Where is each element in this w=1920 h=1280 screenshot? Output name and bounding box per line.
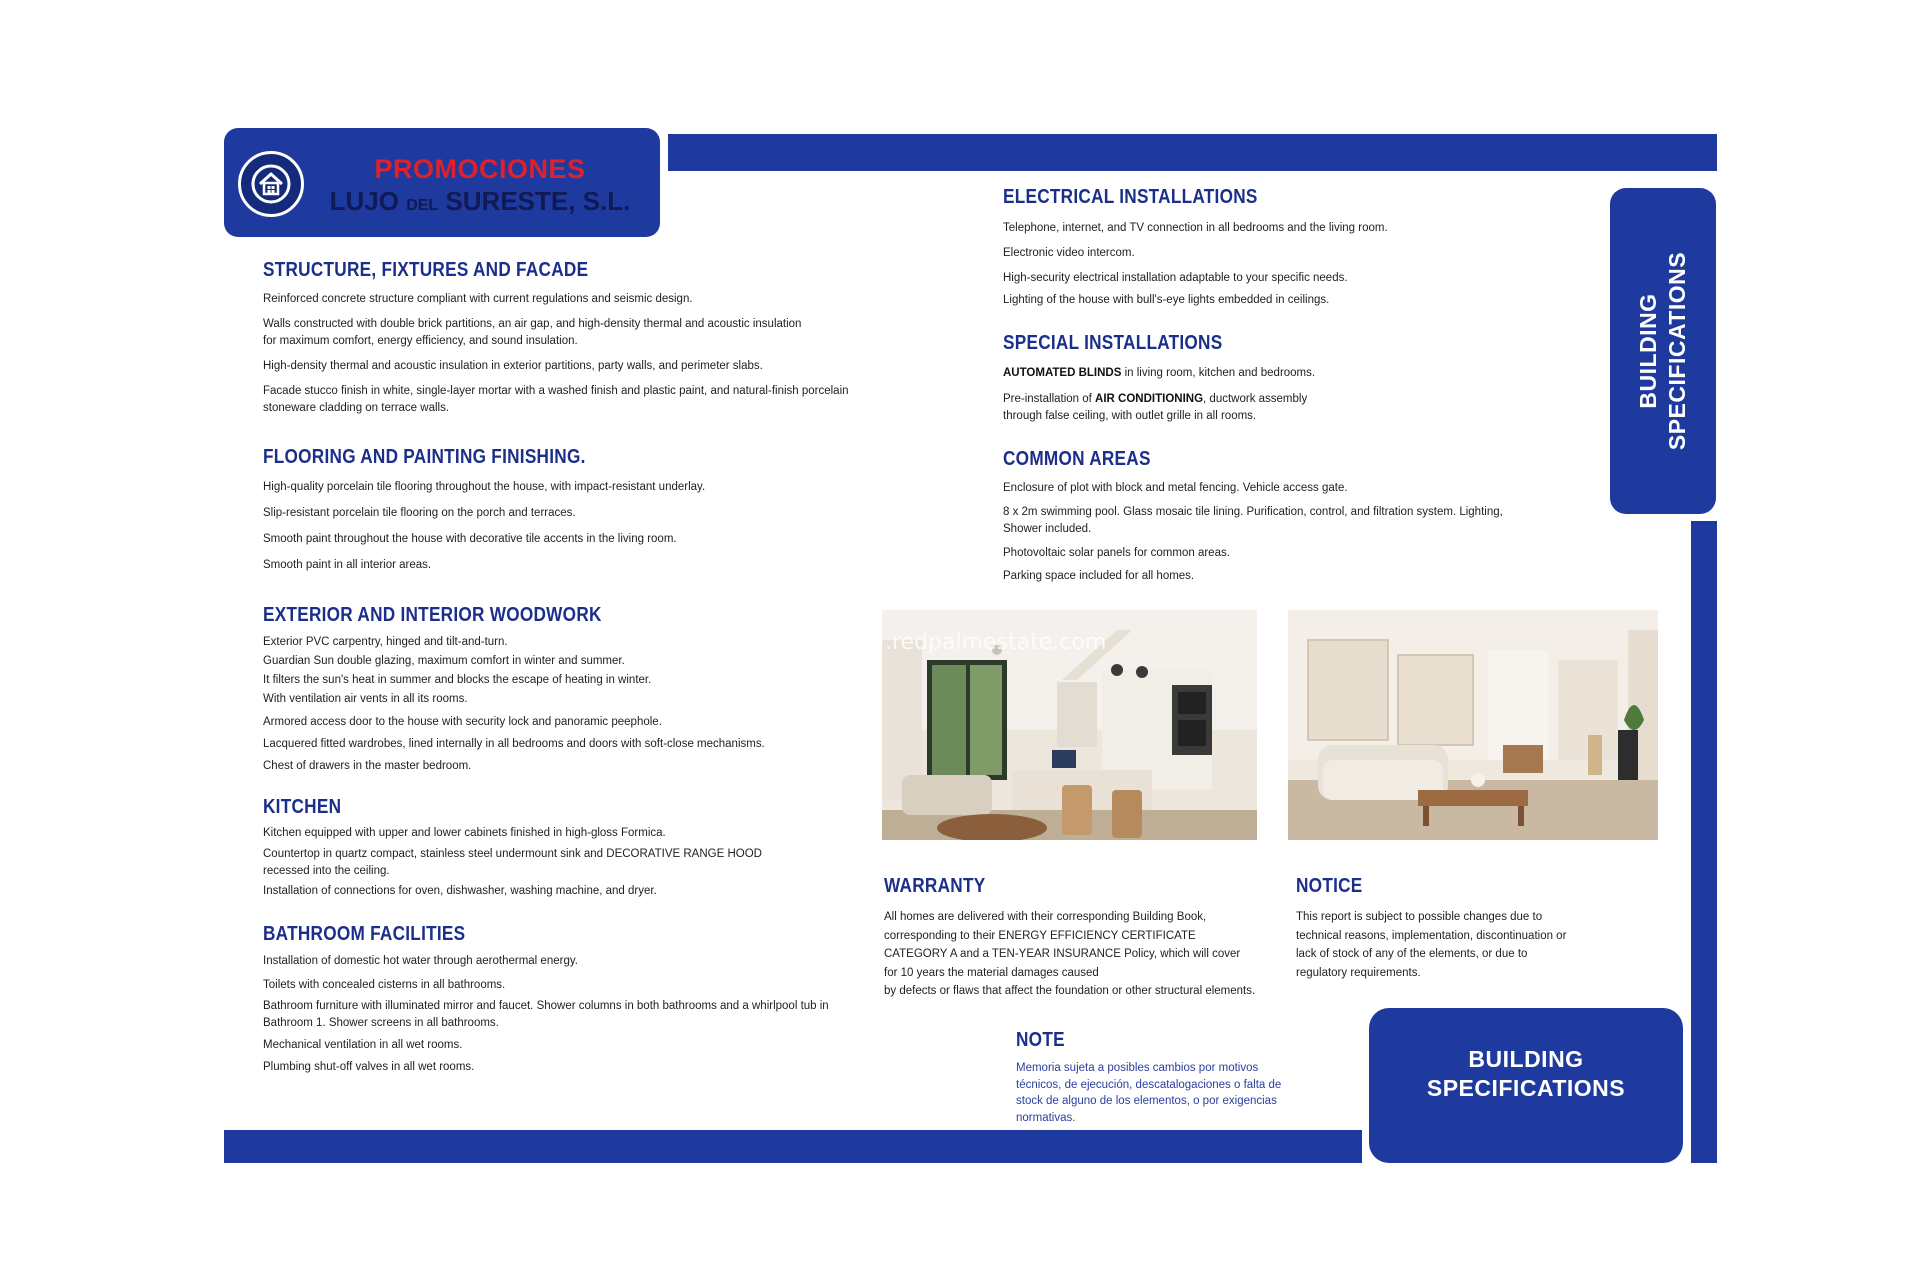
bottom-tab-label-2: SPECIFICATIONS bbox=[1426, 1075, 1626, 1101]
woodwork-item: Guardian Sun double glazing, maximum comfort in winter and summer. bbox=[263, 655, 625, 667]
kitchen-item: Kitchen equipped with upper and lower cabinets finished in high-gloss Formica. bbox=[263, 827, 666, 839]
electrical-list bbox=[1003, 220, 1563, 317]
special-item-blinds-bold: AUTOMATED BLINDS bbox=[1003, 367, 1122, 379]
structure-heading: STRUCTURE, FIXTURES AND FACADE bbox=[263, 259, 589, 281]
warranty-line: CATEGORY A and a TEN-YEAR INSURANCE Policy, which will cover bbox=[884, 948, 1241, 960]
bathroom-item: Installation of domestic hot water through aerothermal energy. bbox=[263, 955, 578, 967]
woodwork-item: It filters the sun's heat in summer and blocks the escape of heating in winter. bbox=[263, 674, 652, 686]
structure-list bbox=[263, 291, 853, 425]
woodwork-item: Lacquered fitted wardrobes, lined internally in all bedrooms and doors with soft-close mechanisms. bbox=[263, 738, 765, 750]
notice-line: regulatory requirements. bbox=[1296, 966, 1421, 979]
kitchen-item: Countertop in quartz compact, stainless steel undermount sink and DECORATIVE RANGE HOOD recessed into the ceiling. bbox=[263, 848, 762, 877]
warranty-line: All homes are delivered with their corresponding Building Book, bbox=[884, 911, 1207, 923]
woodwork-item: With ventilation air vents in all its rooms. bbox=[263, 693, 468, 705]
flooring-item: Slip-resistant porcelain tile flooring on the porch and terraces. bbox=[263, 507, 576, 519]
note-line: stock de alguno de los elementos, o por exigencias bbox=[1016, 1095, 1277, 1107]
side-tab-label bbox=[1610, 188, 1716, 514]
electrical-item: High-security electrical installation adaptable to your specific needs. bbox=[1003, 272, 1348, 284]
woodwork-item: Exterior PVC carpentry, hinged and tilt-and-turn. bbox=[263, 636, 508, 648]
notice-line: lack of stock of any of the elements, or due to bbox=[1296, 948, 1528, 960]
notice-text bbox=[1296, 908, 1616, 982]
electrical-item: Electronic video intercom. bbox=[1003, 247, 1135, 259]
logo-word-del: DEL bbox=[406, 197, 439, 214]
special-list bbox=[1003, 365, 1563, 433]
kitchen-item: Installation of connections for oven, dishwasher, washing machine, and dryer. bbox=[263, 885, 657, 897]
woodwork-item: Chest of drawers in the master bedroom. bbox=[263, 760, 472, 772]
bathroom-item: Mechanical ventilation in all wet rooms. bbox=[263, 1039, 463, 1051]
flooring-item: Smooth paint in all interior areas. bbox=[263, 559, 432, 571]
notice-line: technical reasons, implementation, discontinuation or bbox=[1296, 929, 1567, 942]
electrical-heading: ELECTRICAL INSTALLATIONS bbox=[1003, 186, 1258, 208]
woodwork-list bbox=[263, 634, 853, 778]
living-room-photo bbox=[1288, 610, 1658, 840]
common-heading: COMMON AREAS bbox=[1003, 448, 1151, 470]
bathroom-item: Toilets with concealed cisterns in all bathrooms. bbox=[263, 979, 506, 991]
common-item: Parking space included for all homes. bbox=[1003, 570, 1195, 582]
warranty-text bbox=[884, 908, 1284, 1001]
electrical-item: Telephone, internet, and TV connection in all bedrooms and the living room. bbox=[1003, 222, 1388, 234]
bottom-tab-label bbox=[1369, 1045, 1683, 1103]
bathroom-heading: BATHROOM FACILITIES bbox=[263, 923, 466, 945]
logo-word-sureste: SURESTE, S.L. bbox=[445, 186, 631, 216]
warranty-line: by defects or flaws that affect the foundation or other structural elements. bbox=[884, 985, 1256, 997]
side-tab-label-1: BUILDING bbox=[1635, 293, 1662, 409]
note-line: técnicos, de ejecución, descatalogaciones o falta de bbox=[1016, 1078, 1282, 1091]
bathroom-item: Bathroom furniture with illuminated mirror and faucet. Shower columns in both bathrooms and a whirlpool tub in Bathroom 1. Shower screens in all bathrooms. bbox=[263, 1000, 829, 1029]
watermark: .redpalmestate.com bbox=[885, 630, 1107, 655]
special-item-ac-text: , ductwork assembly bbox=[1203, 393, 1308, 405]
electrical-item: Lighting of the house with bull's-eye lights embedded in ceilings. bbox=[1003, 294, 1330, 306]
special-item-ac-pre: Pre-installation of bbox=[1003, 393, 1096, 405]
logo-title: PROMOCIONES bbox=[374, 154, 586, 184]
structure-item: Facade stucco finish in white, single-layer mortar with a washed finish and plastic paint, and natural-finish porcelain stoneware cladding on terrace walls. bbox=[263, 385, 849, 414]
flooring-item: High-quality porcelain tile flooring throughout the house, with impact-resistant underlay. bbox=[263, 481, 706, 493]
special-item-blinds-text: in living room, kitchen and bedrooms. bbox=[1121, 367, 1316, 379]
top-bar bbox=[668, 134, 1717, 171]
structure-item: High-density thermal and acoustic insulation in exterior partitions, party walls, and perimeter slabs. bbox=[263, 360, 763, 372]
notice-line: This report is subject to possible changes due to bbox=[1296, 911, 1543, 923]
flooring-item: Smooth paint throughout the house with decorative tile accents in the living room. bbox=[263, 533, 677, 545]
special-item-blinds bbox=[1003, 365, 1563, 382]
kitchen-list bbox=[263, 825, 803, 903]
warranty-line: corresponding to their ENERGY EFFICIENCY CERTIFICATE bbox=[884, 929, 1196, 942]
note-heading: NOTE bbox=[1016, 1029, 1065, 1051]
flooring-heading: FLOORING AND PAINTING FINISHING. bbox=[263, 446, 586, 468]
warranty-heading: WARRANTY bbox=[884, 875, 986, 897]
bottom-tab-label-1: BUILDING bbox=[1468, 1046, 1584, 1072]
logo-subtitle bbox=[310, 186, 650, 217]
common-list bbox=[1003, 480, 1533, 593]
common-item: 8 x 2m swimming pool. Glass mosaic tile lining. Purification, control, and filtration system. Lighting, Shower included. bbox=[1003, 506, 1503, 535]
bottom-bar bbox=[224, 1130, 1362, 1163]
side-tab-label-2: SPECIFICATIONS bbox=[1664, 251, 1691, 451]
note-line: normativas. bbox=[1016, 1111, 1076, 1124]
warranty-line: for 10 years the material damages caused bbox=[884, 966, 1099, 979]
logo-word-lujo: LUJO bbox=[329, 186, 399, 216]
note-text bbox=[1016, 1060, 1306, 1126]
flooring-list bbox=[263, 479, 853, 582]
special-item-ac-line2: through false ceiling, with outlet grille in all rooms. bbox=[1003, 410, 1257, 422]
structure-item: Reinforced concrete structure compliant with current regulations and seismic design. bbox=[263, 293, 693, 305]
house-icon bbox=[251, 164, 291, 204]
note-line: Memoria sujeta a posibles cambios por motivos bbox=[1016, 1062, 1259, 1074]
notice-heading: NOTICE bbox=[1296, 875, 1363, 897]
right-bar bbox=[1691, 521, 1717, 1163]
woodwork-heading: EXTERIOR AND INTERIOR WOODWORK bbox=[263, 604, 602, 626]
special-item-ac-bold: AIR CONDITIONING bbox=[1095, 393, 1204, 405]
special-heading: SPECIAL INSTALLATIONS bbox=[1003, 332, 1223, 354]
common-item: Enclosure of plot with block and metal fencing. Vehicle access gate. bbox=[1003, 482, 1348, 494]
kitchen-heading: KITCHEN bbox=[263, 796, 342, 818]
special-item-ac bbox=[1003, 391, 1563, 425]
woodwork-item: Armored access door to the house with security lock and panoramic peephole. bbox=[263, 716, 662, 728]
bathroom-item: Plumbing shut-off valves in all wet rooms. bbox=[263, 1061, 475, 1073]
structure-item: Walls constructed with double brick partitions, an air gap, and high-density thermal and acoustic insulation for maximum comfort, energy efficiency, and sound insulation. bbox=[263, 318, 802, 347]
bathroom-list bbox=[263, 953, 833, 1079]
common-item: Photovoltaic solar panels for common areas. bbox=[1003, 547, 1230, 559]
